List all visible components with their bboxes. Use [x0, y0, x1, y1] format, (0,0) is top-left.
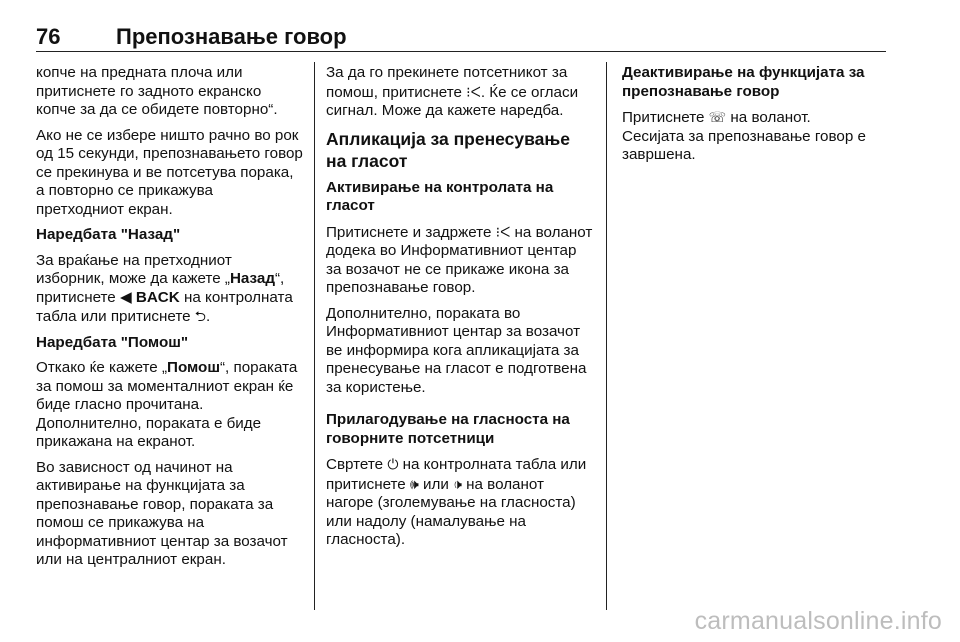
column-divider-1	[314, 62, 315, 610]
text-run: За да го прекинете потсетникот за помош, притиснете	[326, 64, 568, 101]
text-run: .	[206, 308, 211, 325]
text-run: на воланот нагоре (зголемување на гласноста) или надолу (намалување на гласноста).	[326, 475, 576, 548]
section-heading-voice-passthrough: Апликација за пренесување на гласот	[326, 128, 570, 171]
column-2	[326, 64, 594, 557]
column-1	[36, 64, 304, 577]
power-knob-icon: ⏻	[387, 456, 399, 472]
paragraph	[326, 455, 594, 550]
paragraph: Дополнително, пораката во Информативниот центар за возачот ве информира кога апликацијата за пренесување на гласот е подготвена за користење.	[326, 304, 587, 396]
text-run: Притиснете	[622, 109, 709, 126]
text-run: Откако ќе кажете „	[36, 359, 168, 376]
paragraph: копче на предната плоча или притиснете го задното екранско копче за да се обидете повторно“.	[36, 64, 278, 118]
paragraph: Во зависност од начинот на активирање на функцијата за препознавање говор, пораката за помош се прикажува на информативниот центар за возачот или на централниот екран.	[36, 458, 288, 568]
back-button-label: ◀ BACK	[119, 288, 180, 306]
page-title: Препознавање говор	[116, 24, 347, 49]
command-back: Назад	[229, 270, 275, 287]
text-run: или	[418, 475, 454, 493]
paragraph-back-command	[36, 252, 304, 327]
volume-down-icon: 🕩	[453, 475, 462, 492]
column-divider-2	[606, 62, 607, 610]
paragraph	[622, 108, 890, 128]
text-run: Свртете	[326, 456, 388, 473]
volume-up-icon: 🕪	[409, 475, 419, 492]
section-heading-back: Наредбата "Назад"	[36, 226, 181, 243]
column-3	[622, 64, 890, 172]
text-run: “, притиснете	[36, 270, 285, 306]
page-number: 76	[36, 24, 61, 49]
subheading-activate: Активирање на контролата на гласот	[326, 178, 554, 214]
paragraph	[326, 64, 594, 121]
paragraph: Ако не се избере ништо рачно во рок од 15 секунди, препознавањето говор се прекинува и ве потсетува порака, а повторно се прикажува претходниот екран.	[36, 126, 303, 218]
subheading-volume: Прилагодување на гласноста на говорните потсетници	[326, 411, 570, 447]
end-call-icon: ☏	[708, 109, 727, 125]
text-run: Притиснете и задржете	[326, 223, 496, 241]
section-heading-help: Наредбата "Помош"	[36, 333, 189, 351]
voice-recognition-icon: ⁝ᐸ	[495, 223, 511, 240]
header-divider	[36, 51, 886, 52]
paragraph: Сесијата за препознавање говор е завршена.	[622, 127, 866, 163]
text-run: на воланот.	[726, 109, 811, 126]
text-run: на контролната табла или притиснете	[36, 288, 293, 325]
text-run: на воланот додека во Информативниот центар за возачот не се прикаже икона за препознавање говор.	[326, 223, 593, 296]
voice-recognition-icon: ⁝ᐸ	[466, 83, 481, 100]
text-run: “, пораката за помош за моменталниот екран ќе биде гласно прочитана. Дополнително, пораката е биде прикажана на екранот.	[36, 359, 298, 450]
command-help: Помош	[167, 359, 220, 376]
section-heading-deactivate: Деактивирање на функцијата за препознавање говор	[622, 64, 865, 100]
page-header	[36, 22, 886, 52]
watermark: carmanualsonline.info	[694, 607, 942, 635]
back-arrow-icon: ⮌	[194, 308, 207, 324]
text-run: За враќање на претходниот изборник, може да кажете „	[36, 251, 232, 287]
paragraph	[326, 223, 594, 298]
text-run: . Ќе се огласи сигнал. Може да кажете наредба.	[326, 83, 579, 119]
text-run: на контролната табла или притиснете	[326, 456, 587, 493]
paragraph-help-command	[36, 359, 304, 452]
